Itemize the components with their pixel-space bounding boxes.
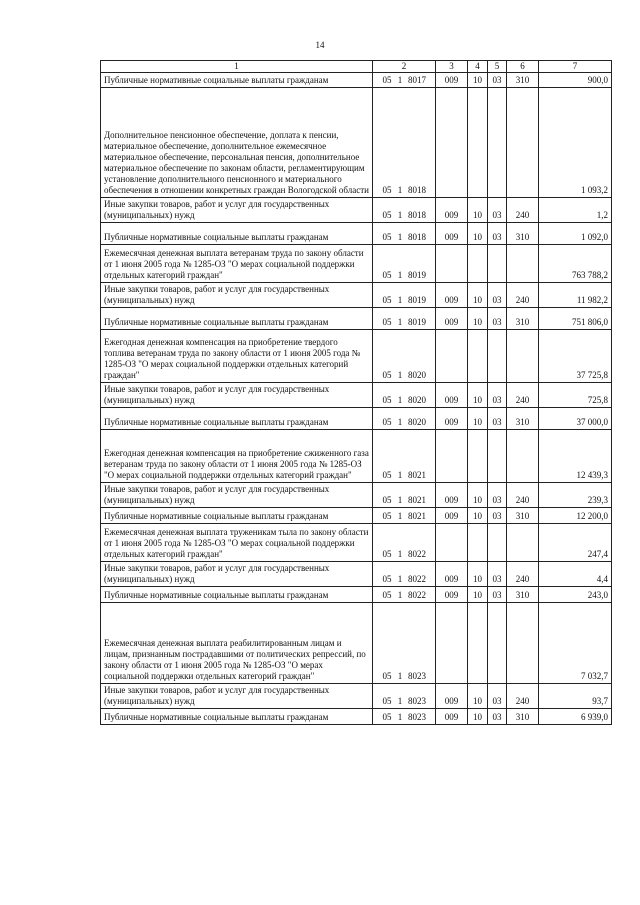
row-col5: 03 [488, 383, 507, 408]
row-col6: 310 [507, 709, 539, 725]
table-row [101, 684, 612, 709]
row-name: Публичные нормативные социальные выплаты гражданам [101, 308, 373, 330]
table-row [101, 408, 612, 430]
row-col3: 009 [436, 283, 468, 308]
code-part: 1 [397, 712, 403, 722]
row-col4: 10 [468, 562, 488, 587]
code-part: 1 [397, 295, 403, 305]
row-col6: 240 [507, 383, 539, 408]
row-amount: 93,7 [539, 684, 612, 709]
row-col6: 310 [507, 508, 539, 524]
code-part: 05 [382, 370, 392, 380]
code-part: 05 [382, 417, 392, 427]
row-col5: 03 [488, 562, 507, 587]
code-part: 05 [382, 210, 392, 220]
row-code [373, 709, 436, 725]
code-part: 8020 [408, 395, 426, 405]
row-col5 [488, 603, 507, 684]
row-col3 [436, 330, 468, 383]
row-col6: 310 [507, 408, 539, 430]
code-part: 8019 [408, 317, 426, 327]
row-col5 [488, 245, 507, 283]
row-col6: 240 [507, 283, 539, 308]
row-code [373, 587, 436, 603]
code-part: 8023 [408, 712, 426, 722]
row-col4 [468, 603, 488, 684]
row-col6 [507, 245, 539, 283]
row-amount: 12 439,3 [539, 430, 612, 483]
code-part: 8017 [408, 75, 426, 85]
table-body [101, 73, 612, 725]
row-code [373, 330, 436, 383]
code-part: 1 [397, 232, 403, 242]
code-part: 05 [382, 549, 392, 559]
row-col5: 03 [488, 73, 507, 88]
row-col3: 009 [436, 709, 468, 725]
table-row [101, 198, 612, 223]
column-header: 1 [101, 61, 373, 73]
code-part: 1 [397, 185, 403, 195]
budget-table [100, 60, 612, 725]
row-col5 [488, 88, 507, 198]
table-row [101, 603, 612, 684]
row-col5: 03 [488, 308, 507, 330]
row-col3: 009 [436, 483, 468, 508]
row-code [373, 223, 436, 245]
code-part: 1 [397, 317, 403, 327]
row-col6: 310 [507, 308, 539, 330]
row-col3 [436, 430, 468, 483]
row-col4: 10 [468, 709, 488, 725]
code-part: 8018 [408, 232, 426, 242]
row-name: Ежемесячная денежная выплата труженикам тыла по закону области от 1 июня 2005 года № 1285-ОЗ "О мерах социальной поддержки отдельных категорий граждан" [101, 524, 373, 562]
code-part: 8020 [408, 417, 426, 427]
code-part: 8023 [408, 696, 426, 706]
row-col5 [488, 524, 507, 562]
row-col5 [488, 430, 507, 483]
row-col4: 10 [468, 483, 488, 508]
row-amount: 4,4 [539, 562, 612, 587]
table-row [101, 88, 612, 198]
row-col6 [507, 430, 539, 483]
column-header: 5 [488, 61, 507, 73]
row-amount: 900,0 [539, 73, 612, 88]
row-col4: 10 [468, 383, 488, 408]
row-name: Иные закупки товаров, работ и услуг для государственных (муниципальных) нужд [101, 562, 373, 587]
row-name: Публичные нормативные социальные выплаты гражданам [101, 408, 373, 430]
code-part: 05 [382, 495, 392, 505]
row-amount: 1,2 [539, 198, 612, 223]
row-col3: 009 [436, 383, 468, 408]
row-col3: 009 [436, 198, 468, 223]
row-name: Публичные нормативные социальные выплаты гражданам [101, 508, 373, 524]
code-part: 8022 [408, 590, 426, 600]
code-part: 05 [382, 712, 392, 722]
row-name: Ежемесячная денежная выплата реабилитированным лицам и лицам, признанным пострадавшими от политических репрессий, по закону области от 1 июня 2005 года № 1285-ОЗ "О мерах социальной поддержки отдельных категорий граждан" [101, 603, 373, 684]
row-col5: 03 [488, 508, 507, 524]
row-col3: 009 [436, 408, 468, 430]
row-col5: 03 [488, 198, 507, 223]
code-part: 8021 [408, 495, 426, 505]
row-code [373, 603, 436, 684]
row-col4 [468, 430, 488, 483]
row-col4 [468, 245, 488, 283]
code-part: 05 [382, 511, 392, 521]
code-part: 05 [382, 395, 392, 405]
code-part: 8023 [408, 671, 426, 681]
row-col6: 310 [507, 587, 539, 603]
row-col3: 009 [436, 684, 468, 709]
code-part: 1 [397, 590, 403, 600]
row-amount: 725,8 [539, 383, 612, 408]
row-name: Публичные нормативные социальные выплаты гражданам [101, 587, 373, 603]
row-amount: 243,0 [539, 587, 612, 603]
code-part: 8022 [408, 549, 426, 559]
code-part: 05 [382, 232, 392, 242]
row-col4 [468, 524, 488, 562]
row-col3: 009 [436, 73, 468, 88]
table-row [101, 709, 612, 725]
row-amount: 12 200,0 [539, 508, 612, 524]
row-col4: 10 [468, 587, 488, 603]
row-code [373, 383, 436, 408]
row-code [373, 308, 436, 330]
row-code [373, 483, 436, 508]
row-amount: 763 788,2 [539, 245, 612, 283]
row-col6: 240 [507, 198, 539, 223]
row-code [373, 198, 436, 223]
column-header: 7 [539, 61, 612, 73]
table-row [101, 223, 612, 245]
row-col6: 240 [507, 562, 539, 587]
table-row [101, 308, 612, 330]
code-part: 05 [382, 696, 392, 706]
row-name: Публичные нормативные социальные выплаты гражданам [101, 709, 373, 725]
row-code [373, 73, 436, 88]
code-part: 1 [397, 75, 403, 85]
row-col6: 310 [507, 73, 539, 88]
row-amount: 1 093,2 [539, 88, 612, 198]
row-col6 [507, 603, 539, 684]
row-amount: 247,4 [539, 524, 612, 562]
row-amount: 37 000,0 [539, 408, 612, 430]
row-col3: 009 [436, 223, 468, 245]
row-col4: 10 [468, 684, 488, 709]
column-header: 3 [436, 61, 468, 73]
table-row [101, 245, 612, 283]
row-col3: 009 [436, 308, 468, 330]
code-part: 1 [397, 549, 403, 559]
row-col5: 03 [488, 709, 507, 725]
header-row [101, 61, 612, 73]
row-col3: 009 [436, 508, 468, 524]
row-col3: 009 [436, 562, 468, 587]
row-col3: 009 [436, 587, 468, 603]
code-part: 05 [382, 317, 392, 327]
table-row [101, 587, 612, 603]
code-part: 05 [382, 75, 392, 85]
row-code [373, 508, 436, 524]
code-part: 8021 [408, 511, 426, 521]
row-amount: 11 982,2 [539, 283, 612, 308]
code-part: 1 [397, 574, 403, 584]
table-row [101, 73, 612, 88]
row-col4: 10 [468, 198, 488, 223]
row-col6: 240 [507, 684, 539, 709]
row-col5: 03 [488, 587, 507, 603]
row-col5: 03 [488, 483, 507, 508]
table-row [101, 524, 612, 562]
code-part: 05 [382, 295, 392, 305]
row-amount: 751 806,0 [539, 308, 612, 330]
row-amount: 7 032,7 [539, 603, 612, 684]
row-name: Иные закупки товаров, работ и услуг для государственных (муниципальных) нужд [101, 684, 373, 709]
row-col3 [436, 245, 468, 283]
row-col6: 310 [507, 223, 539, 245]
code-part: 1 [397, 270, 403, 280]
code-part: 05 [382, 574, 392, 584]
code-part: 1 [397, 696, 403, 706]
code-part: 8019 [408, 270, 426, 280]
table-row [101, 430, 612, 483]
code-part: 1 [397, 370, 403, 380]
row-col4: 10 [468, 308, 488, 330]
row-code [373, 245, 436, 283]
row-code [373, 684, 436, 709]
code-part: 8018 [408, 185, 426, 195]
row-code [373, 562, 436, 587]
row-col4: 10 [468, 408, 488, 430]
row-col5: 03 [488, 408, 507, 430]
code-part: 1 [397, 210, 403, 220]
table-row [101, 508, 612, 524]
row-name: Публичные нормативные социальные выплаты гражданам [101, 73, 373, 88]
table-row [101, 330, 612, 383]
row-name: Публичные нормативные социальные выплаты гражданам [101, 223, 373, 245]
page-number: 14 [315, 40, 325, 50]
row-col5: 03 [488, 684, 507, 709]
table-row [101, 383, 612, 408]
row-col3 [436, 88, 468, 198]
column-header: 2 [373, 61, 436, 73]
code-part: 1 [397, 495, 403, 505]
code-part: 8018 [408, 210, 426, 220]
code-part: 1 [397, 671, 403, 681]
row-code [373, 430, 436, 483]
row-name: Ежемесячная денежная выплата ветеранам труда по закону области от 1 июня 2005 года № 1285-ОЗ "О мерах социальной поддержки отдельных категорий граждан" [101, 245, 373, 283]
row-col4 [468, 88, 488, 198]
row-code [373, 524, 436, 562]
code-part: 05 [382, 185, 392, 195]
code-part: 8020 [408, 370, 426, 380]
row-col3 [436, 524, 468, 562]
row-code [373, 88, 436, 198]
code-part: 05 [382, 470, 392, 480]
code-part: 05 [382, 671, 392, 681]
row-col6: 240 [507, 483, 539, 508]
row-col4: 10 [468, 223, 488, 245]
row-col5: 03 [488, 223, 507, 245]
table-row [101, 283, 612, 308]
row-col4: 10 [468, 508, 488, 524]
row-name: Дополнительное пенсионное обеспечение, доплата к пенсии, материальное обеспечение, дополнительное ежемесячное материальное обеспечение, персональная пенсия, дополнительное материальное обеспечение по законам области, регламентирующим установление дополнительного пенсионного и материального обеспечения в отношении конкретных граждан Вологодской области [101, 88, 373, 198]
row-name: Ежегодная денежная компенсация на приобретение сжиженного газа ветеранам труда по закону области от 1 июня 2005 года № 1285-ОЗ "О мерах социальной поддержки отдельных категорий граждан" [101, 430, 373, 483]
row-col5 [488, 330, 507, 383]
row-amount: 37 725,8 [539, 330, 612, 383]
row-name: Иные закупки товаров, работ и услуг для государственных (муниципальных) нужд [101, 198, 373, 223]
row-name: Ежегодная денежная компенсация на приобретение твердого топлива ветеранам труда по закону области от 1 июня 2005 года № 1285-ОЗ "О мерах социальной поддержки отдельных категорий граждан" [101, 330, 373, 383]
row-col6 [507, 524, 539, 562]
code-part: 1 [397, 511, 403, 521]
code-part: 05 [382, 590, 392, 600]
row-code [373, 408, 436, 430]
code-part: 8021 [408, 470, 426, 480]
row-name: Иные закупки товаров, работ и услуг для государственных (муниципальных) нужд [101, 383, 373, 408]
row-name: Иные закупки товаров, работ и услуг для государственных (муниципальных) нужд [101, 283, 373, 308]
row-amount: 6 939,0 [539, 709, 612, 725]
column-header: 4 [468, 61, 488, 73]
code-part: 8022 [408, 574, 426, 584]
row-code [373, 283, 436, 308]
row-col4: 10 [468, 283, 488, 308]
row-amount: 239,3 [539, 483, 612, 508]
row-name: Иные закупки товаров, работ и услуг для государственных (муниципальных) нужд [101, 483, 373, 508]
column-header: 6 [507, 61, 539, 73]
table-row [101, 483, 612, 508]
table-row [101, 562, 612, 587]
row-col6 [507, 88, 539, 198]
row-col5: 03 [488, 283, 507, 308]
code-part: 05 [382, 270, 392, 280]
row-col3 [436, 603, 468, 684]
row-col4 [468, 330, 488, 383]
code-part: 8019 [408, 295, 426, 305]
code-part: 1 [397, 395, 403, 405]
row-col6 [507, 330, 539, 383]
row-col4: 10 [468, 73, 488, 88]
code-part: 1 [397, 470, 403, 480]
row-amount: 1 092,0 [539, 223, 612, 245]
code-part: 1 [397, 417, 403, 427]
